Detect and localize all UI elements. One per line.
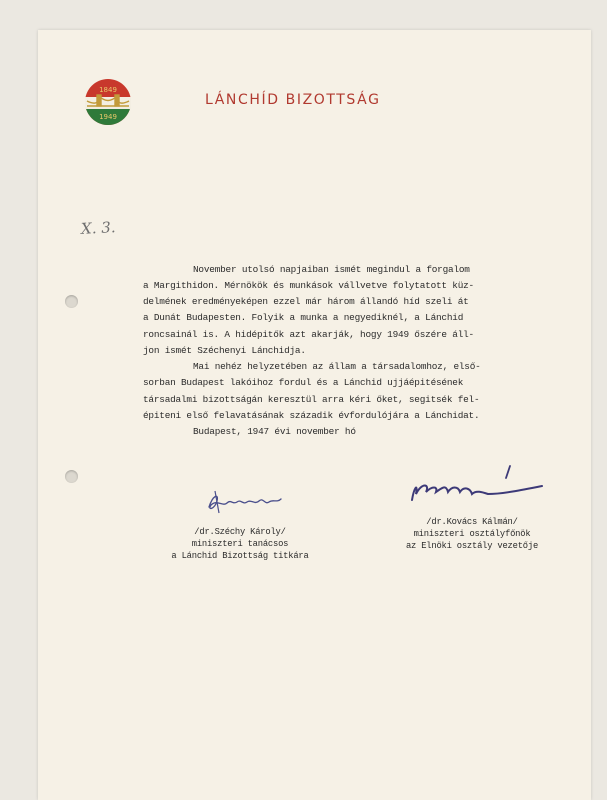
signatory-left bbox=[140, 526, 340, 562]
signatory-role: miniszteri osztályfőnök bbox=[413, 529, 531, 539]
body-line: jon ismét Széchenyi Lánchidja. bbox=[143, 345, 306, 356]
body-line: November utolsó napjaiban ismét megindul a forgalom bbox=[193, 264, 470, 275]
signature-kovacs bbox=[392, 460, 552, 510]
emblem-year-bottom: 1949 bbox=[99, 113, 117, 121]
signatory-right bbox=[372, 516, 572, 552]
body-line: társadalmi bizottságán keresztül arra kéri őket, segitsék fel- bbox=[143, 394, 480, 405]
body-line: delmének eredményeképen ezzel már három állandó híd szeli át bbox=[143, 296, 469, 307]
signatory-role: a Lánchid Bizottság titkára bbox=[171, 551, 309, 561]
letterhead-title: LÁNCHÍD BIZOTTSÁG bbox=[205, 92, 381, 108]
emblem-year-top: 1849 bbox=[99, 86, 117, 94]
pencil-annotation: X. 3. bbox=[80, 218, 116, 238]
body-line: roncsainál is. A hidépitők azt akarják, hogy 1949 őszére áll- bbox=[143, 329, 474, 340]
body-line: Mai nehéz helyzetében az állam a társadalomhoz, első- bbox=[193, 361, 481, 372]
body-line: sorban Budapest lakóihoz fordul és a Lánchid ujjáépitésének bbox=[143, 377, 464, 388]
body-line: épiteni első felavatásának századik évfordulójára a Lánchidat. bbox=[143, 410, 480, 421]
body-line: a Margithidon. Mérnökök és munkások vállvetve folytatott küz- bbox=[143, 280, 474, 291]
signatory-role: miniszteri tanácsos bbox=[191, 539, 289, 549]
signature-szechy bbox=[203, 487, 293, 517]
signatory-name: /dr.Kovács Kálmán/ bbox=[426, 517, 518, 527]
body-line: a Dunát Budapesten. Folyik a munka a negyediknél, a Lánchid bbox=[143, 312, 464, 323]
signatory-role: az Elnöki osztály vezetője bbox=[405, 541, 539, 551]
dateline: Budapest, 1947 évi november hó bbox=[193, 426, 356, 437]
signatory-name: /dr.Széchy Károly/ bbox=[194, 527, 286, 537]
